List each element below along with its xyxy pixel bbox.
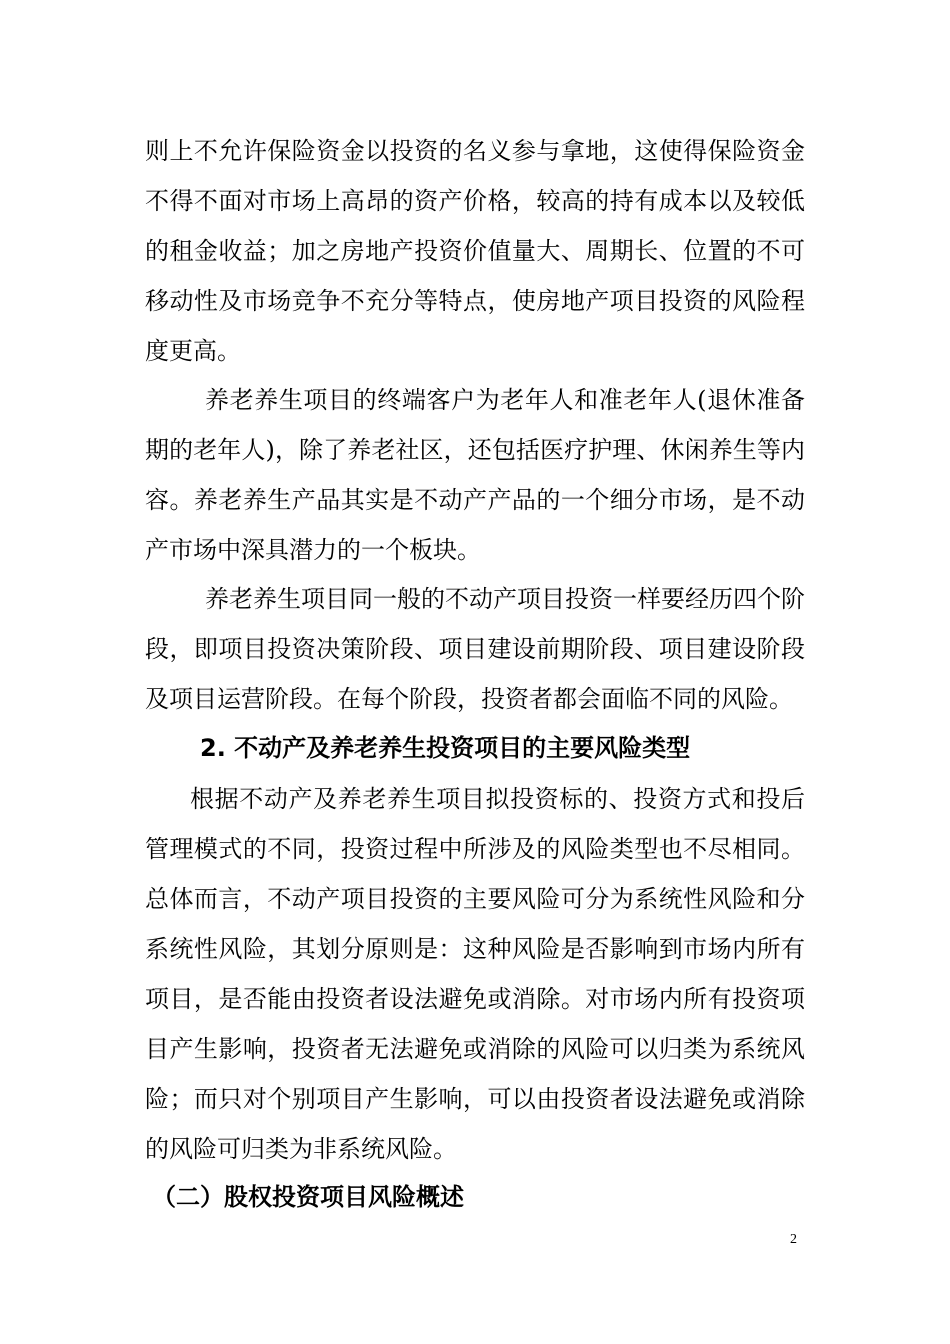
paragraph-line: 险；而只对个别项目产生影响，可以由投资者设法避免或消除 xyxy=(145,1085,805,1113)
paragraph-line: 根据不动产及养老养生项目拟投资标的、投资方式和投后 xyxy=(190,785,805,813)
paragraph-line: 容。养老养生产品其实是不动产产品的一个细分市场，是不动 xyxy=(145,486,805,514)
paragraph-line: 目产生影响，投资者无法避免或消除的风险可以归类为系统风 xyxy=(145,1035,805,1063)
paragraph-line: 总体而言，不动产项目投资的主要风险可分为系统性风险和分 xyxy=(145,885,805,913)
paragraph-line: 的租金收益；加之房地产投资价值量大、周期长、位置的不可 xyxy=(145,237,805,265)
paragraph-line: 养老养生项目同一般的不动产项目投资一样要经历四个阶 xyxy=(205,585,805,613)
paragraph-line: 系统性风险，其划分原则是：这种风险是否影响到市场内所有 xyxy=(145,935,805,963)
paragraph-line: 则上不允许保险资金以投资的名义参与拿地，这使得保险资金 xyxy=(145,137,805,165)
paragraph-line: 产市场中深具潜力的一个板块。 xyxy=(145,536,481,564)
paragraph-line: 移动性及市场竞争不充分等特点，使房地产项目投资的风险程 xyxy=(145,287,805,315)
paragraph-line: 及项目运营阶段。在每个阶段，投资者都会面临不同的风险。 xyxy=(145,685,793,713)
page-number: 2 xyxy=(790,1232,797,1247)
paragraph-line: 段，即项目投资决策阶段、项目建设前期阶段、项目建设阶段 xyxy=(145,635,805,663)
section-heading-2: 2. 不动产及养老养生投资项目的主要风险类型 xyxy=(200,734,691,762)
paragraph-line: 的风险可归类为非系统风险。 xyxy=(145,1135,457,1163)
paragraph-line: 养老养生项目的终端客户为老年人和准老年人(退休准备 xyxy=(205,386,805,414)
paragraph-line: 管理模式的不同，投资过程中所涉及的风险类型也不尽相同。 xyxy=(145,835,805,863)
paragraph-line: 项目，是否能由投资者设法避免或消除。对市场内所有投资项 xyxy=(145,985,805,1013)
paragraph-line: 度更高。 xyxy=(145,337,241,365)
paragraph-line: 期的老年人)，除了养老社区，还包括医疗护理、休闲养生等内 xyxy=(145,436,805,464)
paragraph-line: 不得不面对市场上高昂的资产价格，较高的持有成本以及较低 xyxy=(145,187,805,215)
section-heading-er: （二）股权投资项目风险概述 xyxy=(152,1183,464,1211)
